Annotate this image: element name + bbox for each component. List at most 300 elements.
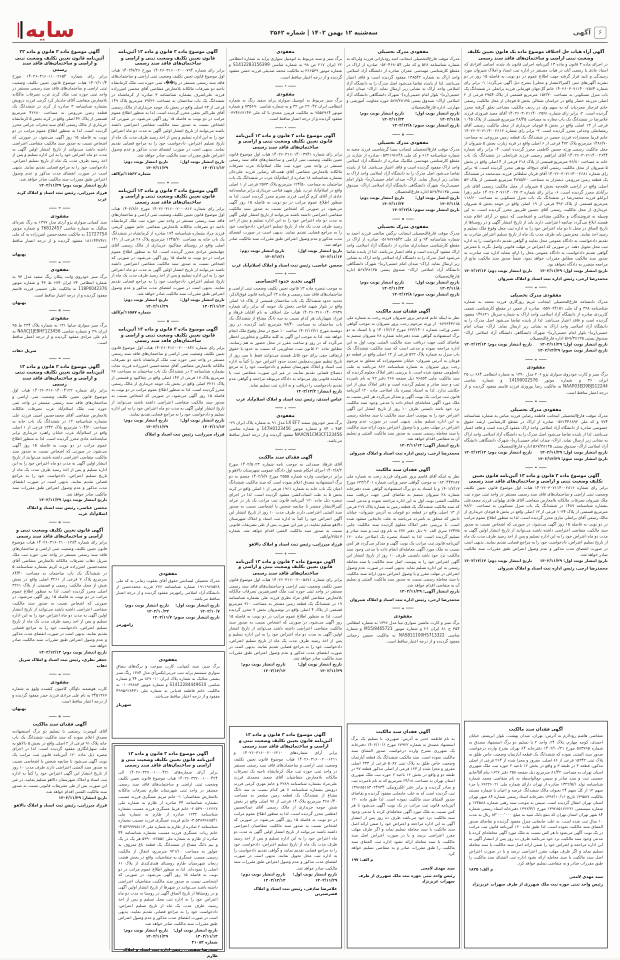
notice-date: تاریخ انتشار نوبت دوم: ۱۴۰۲/۱۲/۱۴ — [241, 872, 286, 884]
notice-date: تاریخ انتشار نوبت اول: ۱۴۰۲/۱۰/۷ — [175, 603, 220, 614]
notice-ref-number: شماره ۱۱۵۶۲/م/الف — [111, 172, 151, 177]
notice-signature: غلامرضا صادقی، رئیس ثبت اسناد و املاک قصرشیرین — [253, 886, 338, 897]
notice-city-stamp: بهبهان — [12, 706, 27, 712]
separator-line — [526, 467, 533, 468]
notice-dates — [229, 249, 342, 261]
column-5 — [12, 48, 107, 950]
notice-date: تاریخ انتشار نوبت اول: ۱۴۰۲/۱۱/۸ — [415, 280, 460, 291]
notice-dates — [464, 269, 608, 275]
separator-line — [275, 408, 282, 409]
notice-heading: آگهی آراء هیات حل اختلاف موضوع ماده یک قانون تعیین تکلیف وضعیت ثبتی اراضی و ساختمان‌های فاقد سند رسمی — [467, 49, 605, 61]
notice-body: برگ سبز و سند مربوط به اتومبیل سواری پراید به شماره انتظامی ۲۲ ایران ۲۱۷ ص ۹۸ به شماره شاسی S1412283156399 و شماره موتور ۳۶۶۵۳۹ به مالکیت محمد صدیقی فرزند حسن مفقود گردیده و از درجه اعتبار ساقط است. — [228, 56, 343, 80]
separator-line — [406, 303, 413, 304]
notice-separator — [12, 355, 107, 362]
notice-dates — [464, 558, 608, 564]
notice-body: مدرک تحصیلی لیسانس حقوق آقای یعقوب زمانی به کد ملی ۱۹۱۱۹۶۸۵۲۸ شماره شناسنامه ۲۷۶ فرزند محمدحسن از دانشگاه آزاد اسلامی رامهرمز مفقود گردیده و از درجه اعتبار ساقط می‌باشد. — [116, 578, 220, 602]
notice-signature: فرزاد میرزایی، رئیس ثبت اسناد و املاک دالاهو — [248, 542, 343, 548]
notice-dates — [12, 650, 107, 656]
notice-heading: مفقودی — [276, 49, 295, 55]
notice-date: تاریخ انتشار نوبت اول: ۱۴۰۲/۱۱/۱۴ — [173, 928, 218, 939]
notice-signature: عباس اسدی، رئیس ثبت اسناد و املاک اسلام‌آباد غرب — [236, 396, 343, 402]
notice-date: تاریخ انتشار نوبت اول: ۱۴۰۲/۱۱/۱۲ — [180, 159, 225, 171]
notice-dates — [111, 298, 224, 310]
separator-line — [62, 522, 69, 523]
notice-separator — [229, 404, 342, 411]
notice-city-stamp: رامهرمز — [116, 622, 134, 628]
separator-line — [288, 408, 295, 409]
notice — [12, 722, 107, 810]
notice-separator — [12, 713, 107, 720]
notice-heading: آگهی موضوع ماده ۳ قانون و ماده ۱۳ آئین‌نامه قانون تعیین تکلیف وضعیت ثبتی و اراضی و ساختمان‌های فاقد سند رسمی — [235, 132, 336, 150]
notice-separator — [346, 300, 459, 307]
separator-dot — [285, 553, 287, 555]
notice-heading: آگهی موضوع ماده ۳ قانون و ماده ۱۳ آئین‌نامه قانون تعیین تکلیف وضعیت ثبتی و اراضی و ساختمان‌های فاقد سند رسمی — [118, 326, 218, 344]
separator-line — [539, 467, 546, 468]
separator-line — [288, 553, 295, 554]
dateline: سه‌شنبه ۱۲ بهمن ۱۴۰۲ | شماره ۲۵۶۲ — [270, 29, 378, 37]
notice-separator — [229, 270, 342, 277]
notice — [229, 279, 342, 403]
notice-heading: آگهی فقدان سند مالکیت — [376, 308, 430, 314]
notice — [12, 267, 107, 305]
notice-dates — [229, 389, 342, 395]
notice-dates — [12, 498, 107, 504]
notice-body: برابر رای شماره ۱۴۰۲۶۰۳۱۶۰۰۲۰۰۵۸۷۱ هیات اول موضوع قانون تعیین تکلیف وضعیت ثبتی اراضی و ساختمان‌های فاقد سند رسمی مستقر در واحد ثبتی حوزه ثبت ملک قصرشیرین تصرفات مالکانه بلامعارض متقاضی آقای مراد نظری فرزند علی بشماره شناسنامه ۱۹ در ششدانگ یک قطعه زمین مشجر به مساحت ۳۱۰ مترمربع قسمتی از پلاک ۴ اصلی واقع در نوشیروان بخش ۷ محرز گردیده است. لذا به منظور اطلاع عموم مراتب در دو نوبت به فاصله ۱۵ روز آگهی می‌شود، در صورتی که اشخاص نسبت به صدور سند مالکیت متقاضی اعتراضی داشته باشند می‌توانند از تاریخ انتشار اولین آگهی به مدت دو ماه اعتراض خود را به این اداره تسلیم و پس از اخذ رسید ظرف مدت یک ماه از تاریخ تسلیم اعتراض، دادخواست خود را به مراجع قضایی تقدیم نمایند. بدیهی است در صورت انقضای مدت مذکور و عدم وصول اعتراض طبق مقررات سند مالکیت صادر خواهد شد. — [228, 577, 343, 662]
boxed-notice-double — [113, 746, 222, 959]
notice — [464, 293, 608, 355]
notice-date: تاریخ انتشار نوبت دوم: ۱۴۰۲/۱۱/۲۹ — [123, 159, 169, 171]
notice-date: تاریخ انتشار نوبت اول: ۱۴۰۲/۱۱/۲۹ — [292, 872, 338, 884]
notice-body: به موجب تبصره ماده ۱۳ قانون تعیین تکلیف وضعیت ثبتی اراضی و ساختمان‌های فاقد سند رسمی و ماده ۱۳ آئین‌نامه قانون فوق‌الذکر، تحدید حدود ششدانگ یک باب ساختمان قسمتی از پلاک ۱۸ اصلی واقع در بلوار شهید فتاحی بخش یک حومه که برابر رای شماره ۱۴۰۲۶۰۳۱۶۰۱۴۰۰۲۹۳۹ هیات حل اختلاف به نام آقایان فرهاد و فرزاد شهبازیان هر کدام نسبت به سه دانگ مشاع از ششدانگ یک باب ساختمان به مساحت ۹۸/۴۰ مترمربع تایید گردیده، در روز دوشنبه مورخ ۱۴۰۲/۱۲/۲۱ ساعت ۱۰ صبح در محل وقوع ملک انجام خواهد شد. لذا به موجب این آگهی به کلیه مالکین و مجاورین اخطار می‌گردد که در روز و ساعت مقرر در محل حضور به هم رسانند. مطابق ماده ۲۰ قانون ثبت، مجاورینی که نسبت به حدود یا حقوق ارتفاقی حقی برای خود قائل هستند می‌توانند فقط تا سی روز از تاریخ تنظیم صورت‌مجلس تحدید حدود اعتراض خود را کتباً به اداره ثبت اسناد و املاک شهرستان تسلیم و دادخواست خود را به مرجع ذیصلاح قضایی تقدیم نمایند، در غیر این صورت متقاضی ثبت یا نماینده قانونی وی می‌تواند به دادگاه مربوطه مراجعه و گواهی عدم تقدیم دادخواست را دریافت و به اداره ثبت تسلیم نماید. — [228, 285, 343, 388]
notice-dates — [346, 123, 459, 129]
separator-line — [393, 303, 400, 304]
separator-line — [62, 262, 69, 263]
notice-date: تاریخ انتشار نوبت دوم: ۱۴۰۲/۱۲/۱۴ — [463, 559, 533, 564]
notice-signature: محسن عباسی، رئیس ثبت اسناد و املاک اسلام‌آباد غرب — [231, 262, 343, 268]
notice-date: تاریخ انتشار نوبت اول: ۱۴۰۲/۱۱/۸ — [415, 196, 460, 207]
separator-dot — [535, 400, 537, 402]
separator-dot — [402, 218, 404, 220]
notice-body: در اجرای ماده ۳ قانون و ماده ۱۳ آئین‌نامه اجرایی قانون یاد شده، اسامی افرادی که اسناد عادی یا رسمی آنان در هیات مستقر در اداره ثبت اسناد و املاک شیروان مورد رسیدگی و تایید قرار گرفته جهت اطلاع عموم در دو نوبت به فاصله ۱۵ روز در دو نشریه آگهی‌های ثبتی (کثیرالانتشار و محلی) بشرح ذیل آگهی می‌گردد: ۱- برابر رای شماره ۱۴۰۲۶۰۳۰۷۱۱۴۰۰۲۵۶۴ خانم گل‌جهان قهرمانی فرزند براتعلی در ششدانگ یک باب منزل مسکونی به مساحت ۱۵۲/۳۰ مترمربع قسمتی از پلاک ۲۹۵۴ فرعی از ۲ اصلی مزرعه حصار واقع در خراسان شمالی بخش ۵ قوچان از محل مالکیت رسمی خانم فرحناز مجردیان که به سهم وی در ردیف مالکیت مشاعی تعلق گرفته محرز گردیده است. ۲- برابر رای شماره ۱۴۰۲۶۰۳۰۷۱۱۴۰۰۲۵۹۱ آقای مجید فیروزی فرزند غلامرضا در ششدانگ یک باب مغازه به مساحت ۲۸/۴۵ مترمربع قسمتی از پلاک ۱۰۴۵ فرعی از ۱۳ اصلی واقع در بخش ۵ قوچان خریداری از محل مالکیت رسمی آقای رمضانعلی وحدانی محرز گردیده است. ۳- برابر رای شماره ۱۴۰۲۶۰۳۰۷۱۱۴۰۰۲۶۱۲ خانم فریبا محمدزاده فرزند حسین در ششدانگ یک قطعه زمین مزروعی به مساحت ۱۴۸۶/۷۰ مترمربع پلاک ۴۷۲ فرعی از ۶ اصلی واقع در قریه زیارت بخش ۵ شیروان از محل مالکیت رسمی ورثه حسین کاظمی محرز گردیده است. ۴- برابر رای شماره ۱۴۰۲۶۰۳۰۷۱۱۴۰۰۲۶۴۴ آقای ابراهیم رحیمی فرزند قربانعلی در ششدانگ یک باب خانه به مساحت ۹۶/۸۰ مترمربع قسمتی از پلاک ۲۱۸ فرعی از ۴ اصلی واقع در بخش ۵ شیروان از محل مالکیت رسمی آقای ذبیح‌اله نودهی محرز گردیده است. ۵- برابر رای شماره ۱۴۰۲۶۰۳۰۷۱۱۴۰۰۲۶۸۱ آقای قربان سلطانی فرزند عیدمحمد در ششدانگ یک قطعه زمین مزروعی دیمه‌زار به مساحت ۴۸۷۵/۲۰ مترمربع قسمتی از پلاک ۵۳ اصلی واقع در اراضی قلعه‌چه بخش ۵ شیروان از محل مالکیت رسمی آقای نادر برآبادی محرز گردیده است. ۶- برابر رای شماره ۱۴۰۲۶۰۳۰۷۱۱۴۰۰۲۷۰۳ خانم زهرا ایزانلو فرزند محمدرضا در ششدانگ یک باب منزل مسکونی به مساحت ۱۱۸/۶۰ مترمربع قسمتی از پلاک ۴۹۲ فرعی از ۱۹ اصلی واقع در حومه بخش ۵ شیروان خریداری از محل مالکیت رسمی آقای حسین قلی‌پور محرز گردیده است. به این وسیله به فروشندگان و مالکین مشاعی و اشخاصی که ذینفع در آرای اعلام شده هستند ابلاغ می‌گردد چنانچه اعتراضی دارند باید از تاریخ انتشار آگهی و در روستاها از تاریخ الصاق در محل تا دو ماه اعتراض خود را به اداره ثبت محل وقوع ملک تسلیم و رسید اخذ نمایند. معترضین باید ظرف مدت یک ماه از تاریخ تسلیم اعتراض مبادرت به تقدیم دادخواست به دادگاه عمومی محل نمایند و گواهی تقدیم دادخواست را به اداره ثبت محل تحویل دهند. در صورتی که اعتراض در مهلت قانونی واصل نگردد یا معترض گواهی تقدیم دادخواست به دادگاه عمومی محل را ارائه ننماید اداره ثبت مبادرت به صدور سند مالکیت مطابق مقررات خواهد نمود. ضمناً صدور سند مالکیت مانع از مراجعه متضرر به دادگاه نخواهد بود. — [463, 62, 608, 268]
separator-dot — [59, 310, 61, 312]
notice-signature: رئیس واحد ثبتی حوزه ثبت ملک شهرری از طرف سهراب عزیزنژاد — [472, 882, 603, 888]
notice-heading: مفقودی — [276, 413, 295, 419]
notice-city-stamp: شهریار — [116, 702, 132, 708]
notice-signature: فرزاد میرزایی، رئیس ثبت اسناد و املاک — [144, 432, 225, 437]
notice — [346, 467, 459, 603]
newspaper-logo — [14, 17, 75, 43]
notice-signature: محمدرضا ارجی، رئیس اداره ثبت اسناد و املاک شیروان — [498, 276, 608, 282]
separator-dot — [285, 85, 287, 87]
notice — [464, 473, 608, 573]
separator-line — [62, 208, 69, 209]
separator-line — [288, 449, 295, 450]
notice-separator — [346, 215, 459, 222]
separator-dot — [167, 182, 169, 184]
separator-line — [406, 134, 413, 135]
notice-body: برگ سبز، سند کمپانی، کارت سوخت و برگه‌های بنچاق سواری سیستم پراید تیپ جی‌تی‌ایکس‌آی مدل ۱۳۸۴ رنگ سبز یشمی متالیک به شماره پلاک ایران ۱۰- ۸۲۷ س ۴۴ و شماره شاسی S1412284449610 و شماره موتور ۰۱۰۶۹۸۸۳ به مالکیت خانم فاطمه قدیانی به شماره ملی ۴۹۹۵۶۲۸۴۳۱ مفقود و از درجه اعتبار ساقط می‌باشد. — [116, 664, 220, 700]
notice-separator — [12, 307, 107, 314]
notice — [464, 406, 608, 462]
separator-line — [62, 310, 69, 311]
separator-line — [288, 86, 295, 87]
boxed-notice — [229, 726, 342, 948]
separator-line — [62, 358, 69, 359]
notice — [229, 559, 342, 675]
separator-dot — [167, 320, 169, 322]
notice — [346, 224, 459, 298]
notice-body: برگ سبز و کارت ماشین سواری تیبا مدل ۱۳۹۶ به شماره انتظامی ۳۵۴ ج ۸۱ ایران ۲۶ و شماره موتور M15/8465721 و شماره شاسی NAS811100H5713322 به مالکیت حسین رحمانی مفقود گردیده و از درجه اعتبار ساقط است. — [346, 620, 460, 644]
notice-separator — [229, 446, 342, 453]
notice-body: برابر رای شماره ۱۴۰۲۶۰۳۱۶۰۰۲۰۰۰۷۹۴ مورخ ۱۴۰۲/۷/۲۶ هیات اول موضوع قانون تعیین تکلیف وضعیت ثبتی اراضی و ساختمان‌های فاقد سند رسمی مستقر در وا��د ثبتی حوزه ثبت ملک کرمانشاه ناحیه دو تصرفات مالکانه بلامعارض متقاضی آقای محسن امین‌زاده فرزند علی‌اشرف بشماره شناسنامه ۳ صادره از کرمانشاه در ششدانگ یک باب ساختمان به مساحت ۷۹/۳۶ مترمربع پلاک ۱۴۹ فرعی از ۹۳ اصلی واقع در بخش یک حومه خریداری از مالک رسمی آقای علی‌اکبر نجفی محرز گردیده است. لذا به منظور اطلاع عموم مراتب در دو نوبت به فاصله ۱۵ روز آگهی می‌شود، در صورتی که اشخاص نسبت به صدور سند مالکیت متقاضی اعتراضی داشته باشند می‌توانند از تاریخ انتشار اولین آگهی به مدت دو ماه اعتراض خود را به این اداره تسلیم و پس از اخذ رسید ظرف مدت یک ماه از تاریخ تسلیم اعتراض، دادخواست خود را به مراجع قضایی تقدیم نمایند. بدیهی است در صورت انقضای مدت مذکور و عدم وصول اعتراض طبق مقررات سند مالکیت صادر خواهد شد. — [111, 68, 225, 158]
notice-heading: آگهی موضوع ماده ۳ قانون و ماده ۱۳ آئین‌نامه قانون تعیین تکلیف وضعیت ثبتی و اراضی و ساختمان‌های فاقد سند رسمی — [235, 558, 336, 576]
notice — [111, 326, 224, 438]
logo-wordmark: سایه — [25, 17, 75, 43]
separator-dot — [59, 261, 61, 263]
notice-signature: فرزاد میرزایی، رئیس ثبت اسناد و املاک کرند غرب — [16, 191, 107, 202]
notice-body: برابر رای شماره ۱۴۰۲۶۰۳۱۶۰۱۴۰۰۴۱۲۲ هیات اول موضوع قانون تعیین تکلیف وضعیت ثبتی اراضی و ساختمان‌های فاقد سند رسمی مستقر در واحد ثبتی حوزه ثبت ملک اسلام‌آباد غرب تصرفات مالکانه بلامعارض متقاضی آقای محمدحسین امینی فرزند علی بشماره شناسنامه ۱۲ در ششدانگ یک باب خانه به مساحت ۱۰۴/۲۰ مترمربع پلاک ۱۳۴۲ فرعی از ۱ اصلی واقع در اسلام‌آباد غرب خیابان راهبرد خریداری برابر مبایعه‌نامه عادی محرز گردیده است. لذا به منظور اطلاع عموم مراتب در دو نوبت به فاصله ۱۵ روز آگهی می‌شود، در صورتی که اشخاص نسبت به صدور سند مالکیت متقاضی اعتراضی داشته باشند می‌توانند از تاریخ انتشار اولین آگهی به مدت دو ماه اعتراض خود را به این اداره تسلیم و پس از اخذ رسید ظرف مدت یک ماه از تاریخ تسلیم اعتراض، دادخواست خود را به مراجع قضایی تقدیم نمایند. بدیهی است در صورت انقضای مدت مذکور و عدم وصول اعتراض طبق مقررات سند مالکیت صادر خواهد شد. — [12, 388, 107, 497]
notice-heading: آگهی موضوع ماده ۳ قانون و ماده ۱۳ آئین‌نامه قانون تعیین تکلیف وضعیت ثبتی و اراضی و ساختمان‌های فاقد سند رسمی — [121, 750, 215, 769]
notice-separator — [111, 318, 224, 325]
separator-dot — [535, 467, 537, 469]
notice-dates — [111, 159, 224, 171]
notice-dates — [234, 872, 338, 884]
notice-separator — [111, 179, 224, 186]
notice-body: برگ سبز سواری سایپا ۱۳۱ به شماره پلاک ۲۳۴ ط ۹۵ ایران ۲۹ و شماره شاسی NAACJ1JE8HF123456 به نام علی مرادی مفقود گردیده و از درجه اعتبار ساقط است. — [12, 322, 107, 346]
separator-line — [393, 608, 400, 609]
notice-separator — [464, 284, 608, 291]
notice-ref-number: شماره ۱۱۵۸۷/م/الف — [111, 310, 151, 315]
notice-signature: محسن عباسی، رئیس ثبت اسناد و املاک اسلام‌آباد غرب — [26, 505, 107, 517]
notice-dates — [346, 195, 459, 207]
notice-dates — [464, 348, 608, 354]
column-divider — [109, 48, 110, 950]
separator-line — [275, 127, 282, 128]
notice-body: مدرک موقت فارغ‌التحصیلی اینجانب امید رودبارانی فرزند ولی‌اله به شماره شناسنامه ۵۲۸ و کد ملی ۰۵۲۰۴۶۸۰۵۴ صادره از اراک در مقطع کارشناسی مهندسی عمران صادره از دانشگاه آزاد اسلامی واحد اراک به شماره ۱۳۸۵۴۲ مفقود گردیده است و فاقد اعتبار می‌باشد. لذا از یابنده تقاضا می‌شود اصل مدرک را به دانشگاه آزاد اسلامی واحد اراک به نشانی زیر ارسال نماید. اراک- میدان امام خمینی(ره)- بلوار امام خمینی(ره)- شهرک دانشگاهی دانشگاه آزاد اسلامی اراک- صندوق پستی ۵۶۷/۳۸۱۳۵ حوزه معاونت آموزشی و مهارتی، اداره فارغ‌التحصیلان — [346, 56, 460, 110]
notice-body: برابر آرای شماره‌های ۱۴۰۲۶۰۳۱۶۰۰۲۰۰۶۲۱۰ و ۱۴۰۲۶۰۳۱۶۰۰۲۰۰۶۲۱۱ هیات موضوع قانون تعیین تکلیف وضعیت ثبتی اراضی و ساختمان‌های فاقد سند رسمی مستقر در واحد ثبتی حوزه ثبت ملک کرمانشاه ناحیه یک تصرفات مالکانه بلامعارض متقاضیان آقای سعید محمدی فرزند علی‌مراد بشماره شناسنامه ۳۲۸۹ و خانم مهری کرمی فرزند درویش بشماره شناسنامه ۷ هر کدام نسبت به سه دانگ مشاع از ششدانگ یک قطعه زمین مشجر به مساحت ۳۶۸۰/۴۰ مترمربع پلاک ۱۴ فرعی از ۹۸ اصلی واقع در بخش شش حومه خریداری از مالک رسمی آقای عبدالحسین اعظمی محرز گردیده است. لذا به منظور اطلاع عموم مراتب در دو نوبت به فاصله ۱۵ روز آگهی می‌شود، در صورتی که اشخاص نسبت به صدور سند مالکیت متقاضیان اعتراضی داشته باشند می‌توانند از تاریخ انتشار اولین آگهی به مدت دو ماه اعتراض خود را به این اداره تسلیم و پس از اخذ رسید ظرف مدت یک ماه از تاریخ تسلیم اعتراض، دادخواست خود را به مراجع قضایی تقدیم نمایند و گواهی تقدیم دادخواست را به اداره ثبت محل تحویل نمایند. بدیهی است در صورت انقضای مدت مذکور و عدم وصول اعتراض طبق مقررات سند مالکیت صادر خواهد شد. — [233, 750, 338, 871]
notice — [111, 188, 224, 316]
notice-signature: فرزاد میرزایی، رئیس ثبت اسناد و املاک دالاهو — [13, 803, 107, 809]
notice-separator — [12, 258, 107, 265]
notice-city-stamp: سرپل ذهاب — [12, 348, 37, 354]
notice-body: برگ سبز مربوط به اتومبیل سواری پراید سفید رنگ به شماره انتظامی ایران ۴۷- ۲۲ ص ۳۲ و به شماره شاسی ۷۳۵۶۹۰ و شماره موتور ۲۵۵۲۹۶۴ به مالکیت فریبرز مجدی با کد ملی ۰۳۲۴۶۶۲۱۴۳ مفقود گردیده و از درجه اعتبار ساقط است. — [228, 98, 343, 122]
notice-body: برابر رای شماره ۱۴۰۲۶۰۳۱۶۰۰۲۰۰۰۸۴۶ هیات اول موضوع قانون تعیین تکلیف وضعیت ثبتی اراضی و ساختمان‌های فاقد سند رسمی مستقر در واحد ثبتی حوزه ثبت ملک کرمانشاه ناحیه دو تصرفات مالکانه بلامعارض متقاضی آقای محمدحسین امین‌زاده فرزند نجات بشماره شناسنامه ۲ در ششدانگ یک باب ساختمان به مساحت ۹۶ مترمربع پلاک ۱۷ فرعی از ۱۴۳ اصلی واقع در چقاکبود و قسمتی از پلاک ۳۲۶۱ اصلی واقع در بخش یک حومه خریداری از مالک رسمی محرز گردیده است. لذا به منظور اطلاع عموم مراتب در دو نوبت به فاصله ۱۵ روز آگهی می‌شود، در صورتی که اشخاص نسبت به صدور سند مالکیت متقاضی اعتراضی داشته باشند می‌توانند از تاریخ انتشار اولین آگهی به مدت دو ماه اعتراض خود را به این اداره تسلیم و دادخواست خود را به مراجع قضایی تقدیم نمایند. — [111, 345, 225, 417]
notice — [111, 49, 224, 177]
notice-date: تاریخ انتشار نوبت اول: ۱۴۰۲/۱۱/۲۹ — [539, 559, 608, 564]
notice — [346, 140, 459, 214]
notice-separator — [464, 464, 608, 471]
notice-heading: مفقودی — [50, 267, 69, 273]
notice — [12, 527, 107, 669]
notice-heading: آگهی موضوع ماده ۳ قانون و ماده ۲۲ آئین‌نامه قانون تعیین تکلیف وضعیت ثبتی و اراضی و ساختمان‌های فاقد سند رسمی — [15, 49, 105, 73]
separator-line — [406, 462, 413, 463]
separator-line — [288, 273, 295, 274]
notice-separator — [346, 458, 459, 465]
masthead-rule — [12, 42, 607, 43]
column-stream — [346, 48, 459, 720]
notice-date: تاریخ انتشار نوبت اول: ۱۴۰۲/۱۱/۱۲ — [180, 298, 225, 309]
notice-body: سند کمپانی سواری پژو آردی مدل ۱۳۷۷ به رنگ نقره‌ای متالیک به شماره شاسی 76812457 و شماره موتور 11727754 به مالکیت محمدحسین امین‌زاده به کد ملی ۱۸۶۱۴۴۷۴۲۱ مفقود گردیده و از درجه اعتبار ساقط است. — [12, 220, 107, 250]
column-divider — [461, 48, 462, 950]
notice-date: تاریخ انتشار نوبت اول: ۱۴۰۲/۱۱/۲۹ — [539, 342, 608, 348]
separator-line — [158, 321, 165, 322]
notice-body: برگ سبز خودروی سمند LX EF7 مدل ۹۱ به شماره پلاک ایران ۲۹- ۴۵۴ د ۷۴ و شماره موتور 147H0123456 و شماره شاسی NAACN1CM3CF123456 مفقود گردیده و از درجه اعتبار ساقط می‌باشد. — [228, 420, 343, 444]
column-stream — [12, 48, 107, 950]
notice-dates — [346, 208, 459, 214]
section-label: آگهی — [573, 28, 591, 37]
notice — [12, 49, 107, 203]
separator-dot — [285, 127, 287, 129]
page-number-badge: ۶ — [594, 27, 606, 39]
notice-heading: آگهی موضوع ماده ۳ قانون و ماده ۱۳ آئین‌نامه قانون تعیین تکلیف وضعیت ثبتی و اراضی و ساختمان‌های فاقد سند رسمی — [118, 187, 218, 205]
notice-dates — [464, 456, 608, 462]
notice-signature: محمدرضا ارجی، رئیس اداره ثبت اسناد و املاک شیروان — [349, 450, 460, 456]
notice-ref-number: م الف: ۱۸۲۵ — [468, 867, 494, 872]
boxed-notice — [464, 721, 608, 949]
notice — [12, 213, 107, 257]
masthead — [12, 7, 607, 42]
notice-signature: سیدرضا شفیعی، رئیس اداره ثبت اسناد و املاک طارم — [123, 947, 218, 959]
notice-date: تاریخ انتشار نوبت دوم: ۱۴۰۲/۱۱/۲۹ — [38, 183, 107, 189]
notice-separator — [229, 550, 342, 557]
notice-body: برابر رای شماره ۱۴۰۲۶۰۳۱۶۰۰۲۰۰۰۸۱۲ مورخ ۱۴۰۲/۸/۶ هیات اول موضوع قانون تعیین تکلیف وضعیت ثبتی اراضی و ساختمان‌های فاقد سند رسمی مستقر در واحد ثبتی حوزه ثبت ملک کرمانشاه ناحیه دو تصرفات مالکانه بلامعارض متقاضی خانم شهین کریمی فرزند مراد بشماره شناسنامه ۱۹۴ صادره از کرمانشاه در ششدانگ یک باب خانه به مساحت ۱۲۴۵/۷۰ مترمربع پلاک ۲۶ فرعی از ۱۴۱ اصلی واقع در روستای چقاکبود خریداری از مالک رسمی آقای جهانبخش مرادی محرز گردیده است. لذا به منظور اطلاع عموم مراتب در دو نوبت به فاصله ۱۵ روز آگهی می‌شود، در صورتی که اشخاص نسبت به صدور سند مالکیت متقاضی اعتراضی داشته باشند می‌توانند از تاریخ انتشار اولین آگهی به مدت دو ماه اعتراض خود را به این اداره تسلیم و پس از اخذ رسید ظرف مدت یک ماه از تاریخ تسلیم اعتراض، دادخواست خود را به مراجع قضایی تقدیم نمایند. بدیهی است در صورت انقضای مدت مذکور و عدم وصول اعتراض طبق مقررات سند مالکیت صادر خواهد شد. — [111, 206, 225, 297]
notice — [12, 679, 107, 711]
separator-dot — [59, 358, 61, 360]
notice-date: تاریخ انتشار نوبت اول: ۱۴۰۲/۱۱/۲۹ — [297, 663, 343, 674]
notice-date: تاریخ انتشار نوبت اول: ۱۴۰۲/۱۱/۱۴ — [297, 249, 343, 260]
notice-separator — [346, 605, 459, 612]
notice-body: به نام فاطمه خدیر به آدرس: شهرری، با تسلیم یک برگ استشهاد مصدق به شماره ۶۷۹۲۲ مورخ ۱۴۰۲/۱۰/۶ دفترخانه یک شهرری بشرح وارده درخواست صدور المثنای سند مالکیت نموده است. سند مالکیت ششدانگ یک قطعه آپارتمان وضعیت خاص طلق به پلاک ثبتی ۵۰۸۷ فرعی از ۲۳۳ اصلی مفروز و مجزا شده از ۱۲۳ فرعی از اصلی مذکور قطعه ۹۷ در طبقه دو و واقع در بخش ۱۲ ناحیه ۲ حوزه ثبت ملک شهرری استان تهران به مساحت ۶۴/۱۸ مترمربع که به نام نامبرده ثبت و صادر گردیده و برابر دفتر الکترونیکی ۱۳۹۶۸۵۱۸۳۰۲۴۹۳۴ ثبت گردیده است که به علت جابجایی مفقود گردیده و تقاضای صدور المثنای سند مالکیت نموده است. لذا طبق ماده ۱۲۰ آئین‌نامه قانون ثبت مراتب در یک نوبت آگهی می‌شود تا هر کس نسبت به ملک مورد آگهی معامله‌ای کرده یا مدعی وجود سند مالکیت نزد خود می‌باشد ظرف ده روز پس از انتشار آگهی به این اداره مراجعه و اعتراض خود را ضمن ارائه اصل سند مالکیت یا سند معامله تسلیم نماید و اگر ظرف مهلت مقرر اعتراضی نرسد و یا در صورت اعتراض اصل سند مالکیت یا سند معامله ارائه نشود اداره ثبت المثنای سند مالکیت را طبق مقررات صادر و به متقاضی تسلیم خواهد کرد. — [351, 736, 455, 857]
separator-dot — [285, 273, 287, 275]
notice-body: کارت هوشمند ناوگان کامیون کشنده ولوو به شماره ۲۴۵۱۳۶۷ به نام علی مرادی فرزند حیدر مفقود گردیده و از درجه اعتبار ساقط است. — [12, 686, 107, 704]
notice-heading: مفقودی مدرک تحصیلی — [510, 406, 562, 412]
separator-dot — [59, 674, 61, 676]
separator-line — [393, 219, 400, 220]
separator-line — [539, 359, 546, 360]
notice — [346, 308, 459, 456]
notice — [229, 49, 342, 80]
notice-date: تاریخ انتشار نوبت دوم: ۱۴۰۲/۱۱/۲۹ — [123, 928, 169, 939]
column-stream — [111, 48, 224, 560]
separator-line — [539, 401, 546, 402]
notice-body: برابر رای شماره ۱۴۰۲۶۰۳۱۶۰۱۴۰۰۳۹۴۱ هیات اول موضوع قانون تعیین تکلیف وضعیت ثبتی اراضی و ساختمان‌های فاقد سند رسمی مستقر در واحد ثبتی حوزه ثبت ملک اسلام‌آباد غرب تصرفات مالکانه بلامعارض متقاضی آقای همت‌اله رضایی فرزند علی‌جان بشماره شناسنامه ۱۸ صادره از اسلام‌آباد غرب در ششدانگ یک باب ساختمان به مساحت ۱۲۴/۵۰ مترمربع پلاک ۲۵۷۳ فرعی از ۱ اصلی واقع در اسلام‌آباد غرب، بلوار شهید فتاحی خریداری برابر مبایعه‌نامه عادی از آقای کرم گرامی فرزند محرم محرز گردیده است. لذا به منظور اطلاع عموم مراتب در دو نوبت به فاصله ۱۵ روز آگهی می‌شود، در صورتی که اشخاص نسبت به صدور سند مالکیت متقاضی اعتراضی داشته باشند می‌توانند از تاریخ انتشار اولین آگهی به مدت دو ماه اعتراض خود را به این اداره تسلیم و پس از اخذ رسید ظرف مدت یک ماه از تاریخ تسلیم اعتراض، دادخواست خود را به مراجع قضایی تقدیم نمایند. بدیهی است در صورت انقضای مدت مذکور و عدم وصول اعتراض طبق مقررات سند مالکیت صادر خواهد شد. — [228, 151, 343, 248]
notice-heading: آگهی موضوع ماده ۳ قانون و ماده ۱۳ آئین‌نامه قانون تعیین تکلیف وضعیت ثبتی و اراضی و ساختمان‌های فاقد سند رسمی — [118, 49, 218, 67]
notice-date: تاریخ انتشار نوبت دوم: ۱۴۰۲/۱۲/۱ — [240, 249, 285, 260]
notice-date: شماره ۳۱۰۸۴ — [191, 940, 218, 945]
notice-heading: آگهی فقدان سند مالکیت — [258, 454, 313, 461]
notice-date: تاریخ انتشار نوبت سوم: ۱۴۰۲/۱۲/۲۹ — [537, 349, 608, 354]
notice-date: تاریخ انتشار نوبت اول: ۱۴۰۲/۱۱/۲۹ — [539, 450, 608, 455]
separator-dot — [402, 303, 404, 305]
notice — [346, 613, 459, 644]
notice-date: تاریخ انتشار نوبت سوم: ۱۴۰۲/۱۲/۸ — [392, 124, 460, 129]
columns-container — [12, 48, 608, 959]
notice-heading: مفقودی — [50, 213, 69, 219]
notice-body: مدرک موقت فارغ‌التحصیلی اینجانب سینا گرشاسبی فرزند مجید به شماره شناسنامه ۶۱۲ و کد ملی ۰۵۳۲۱۹۶۶۴۸ صادره از شازند در مقطع کارشناسی مهندسی مکانیک صادره از دانشگاه آزاد اسلامی واحد اراک مفقود گردیده است و فاقد اعتبار می‌باشد. لذا از یابنده تقاضا می‌شود اصل مدرک را به دانشگاه آزاد اسلامی واحد اراک به نشانی زیر ارسال نماید. اراک- میدان امام خمینی(ره)- بلوار امام خمینی(ره)- شهرک دانشگاهی دانشگاه آزاد اسلامی اراک- صندوق پستی ۵۶۷/۳۸۱۳۵ اداره فارغ‌التحصیلان — [346, 146, 460, 195]
notice-dates — [346, 443, 459, 449]
boxed-notice — [111, 652, 224, 739]
notice-date: تاریخ انتشار نوبت سوم: ۱۴۰۲/۱۲/۸ — [392, 292, 460, 297]
separator-line — [62, 716, 69, 717]
notice-separator — [12, 519, 107, 526]
notice-date: تاریخ انتشار نوبت دوم: ۱۴۰۲/۱۲/۱۴ — [463, 450, 533, 455]
notice-date: تاریخ انتشار آگهی: ۱۴۰۲/۱۱/۱۴ — [399, 443, 460, 448]
notice-date: تاریخ انتشار آگهی: ۱۴۰۲/۱۱/۲۹ — [399, 590, 460, 595]
notice — [346, 49, 459, 129]
notice-date: تاریخ انتشار نوبت دوم: ۱۴۰۲/۱۱/۲۹ — [123, 298, 169, 309]
notice-body: برگ سبز و کارت خودروی سواری پژو ۲۰۶ مدل ۱۳۹۰ به شماره انتظامی ۶۸۴ ب ۲۵ ایران ۳۶ و شماره موتور 14190022576 و شماره شاسی NAAP03ED9BJ512244 به مالکیت رضا نوروزی فرزند قاسم مفقود گردیده و از درجه اعتبار ساقط است. — [463, 371, 608, 395]
separator-line — [49, 262, 56, 263]
notice-heading: مفقودی — [50, 315, 69, 321]
notice-heading: آگهی قانون تعیین تکلیف وضعیت ثبتی و اراضی و ساختمان‌های فاقد سند رسمی — [16, 527, 104, 539]
notice-separator — [229, 82, 342, 89]
notice-date: تاریخ انتشار: ۱۴۰۲/۱۱/۲۹ — [58, 796, 107, 801]
notice-body: برگ سبز خودروی وانت پیکان رنگ سفید مدل ۹۳ به شماره انتظامی ۲۴ ایران ۶۷۴ ط ۴۳ و شماره موتور 118P0042376 به مالکیت علی حسینی فرزند قاسم مفقود گردیده و از درجه اعتبار ساقط است. — [12, 274, 107, 298]
notice-heading: مفقودی — [276, 90, 295, 97]
notice — [229, 455, 342, 549]
notice-heading: مفقودی — [50, 679, 69, 685]
notice-signature: رئیس واحد ثبتی حوزه ثبت ملک شهرری از طرف سهراب عزیزنژاد — [358, 873, 455, 884]
column-2 — [346, 48, 459, 950]
separator-line — [171, 182, 178, 183]
notice-date: تاریخ انتشار نوبت سوم: ۱۴۰۲/۱۲/۸ — [392, 208, 460, 213]
notice-heading: مفقودی — [158, 656, 178, 663]
separator-line — [49, 358, 56, 359]
notice-separator — [346, 131, 459, 138]
notice-heading: مفقودی — [526, 364, 545, 371]
notice-dates — [346, 280, 459, 292]
notice-dates — [116, 615, 220, 621]
separator-line — [49, 716, 56, 717]
separator-line — [393, 462, 400, 463]
notice-date: تاریخ انتشار نوبت اول: ۱۴۰۲/۱۱/۱۲ — [180, 418, 225, 430]
notice-signature: سید مهدی لامعی — [420, 865, 455, 871]
notice-date: تاریخ انتشار نوبت دوم: ۱۴۰۲/۱۱/۲۳ — [359, 280, 405, 291]
notice-date: تاریخ انتشار نوبت اول: ۱۴۰۲/۱۱/۸ — [415, 111, 460, 122]
notice-date: تاریخ انتشار: ۱۴۰۲/۱۲/۳ — [296, 389, 343, 394]
separator-line — [526, 401, 533, 402]
notice-body: مدرک دانشنامه فارغ‌التحصیلی اینجانب مریم روزگاری فرزند محمد به شماره شناسنامه ۳۹۸ و کد ملی ۰۵۵۹۰۹۴۱۵۱ صادره از خمین در مقطع کارشناسی شیمی کاربردی صادره از دانشگاه آزاد اسلامی واحد اراک به شماره سریال ۱۴۹۶۲۱ مفقود گردیده است و فاقد اعتبار می‌باشد. لذا از یابنده تقاضا می‌شود اصل مدرک را به دانشگاه آزاد اسلامی واحد اراک به نشانی زیر ارسال نماید. اراک- میدان امام خمینی(ره)- بلوار امام خمینی(ره)- شهرک دانشگاهی دانشگاه آزاد اسلامی اراک- صندوق پستی ۵۶۷/۳۸۱۳۵ اداره فارغ‌التحصیلان — [463, 299, 608, 341]
separator-dot — [402, 607, 404, 609]
separator-dot — [59, 716, 61, 718]
notice-signature: محمدرضا ارجی، رئیس اداره ثبت اسناد و املاک شیروان — [498, 566, 608, 572]
notice-dates — [346, 111, 459, 123]
separator-line — [275, 553, 282, 554]
notice-dates — [229, 662, 342, 674]
separator-dot — [402, 134, 404, 136]
column-4 — [111, 48, 225, 959]
notice-dates — [346, 590, 459, 596]
notice-date: تاریخ انتشار نوبت دوم: ۱۴۰۲/۱۱/۲۳ — [359, 196, 405, 207]
notice-body: برابر آرای شماره‌های ۱۴۰۲۶۰۳۲۷۰۰۱۰۰۰۴۲۱ الی ۱۴۰۲۶۰۳۲۷۰۰۱۰۰۰۴۲۴ هیات موضوع قانون تعیین تکلیف وضعیت ثبتی اراضی و ساختمان‌های فاقد سند رسمی مستقر در واحد ثبتی شهرستان طارم تصرفات مالکانه بلامعارض متقاضیان: ۱- خانم مریم عسگری فرزند مسیب بشماره شناسنامه ۴۴ صادره از طارم به شماره ملی ۵۳۹۰۰۱۲۶۲۷ ۲- خانم فریبا عسگری فرزند مسیب بشماره شناسنامه ۱۲۳۲ صادره از طارم به شماره ملی ۵۳۸۹۹۶۸۵۴۱ ۳- خانم فریده عسگری فرزند مسیب بشماره شناسنامه ۲ صادره از طارم به شماره ملی ۵۳۹۹۷۷۵۱۱۳ ۴- خانم رباب عسگری فرزند مسیب بشماره شناسنامه ۴۴ صادره از طارم به شماره ملی ۵۳۹۰۰۸۲۵۵۶ هر یک در یک و نیم دانگ مشاع از ششدانگ یک قطعه باغ معروف به چولور به مساحت ۹۲۱/۱۰ مترمربع، انتقال از مالکیت رسمی مسیب عسگری به متقاضیان، واقع در بخش هشت زنجان شهرستان طارم روستای هندی‌کندی از پلاک ۶۱ اصلی را نموده‌اند. لذا به منظور اطلاع عموم مراتب در دو نوبت به فاصله ۱۵ روز آگهی می‌شود، در صورتی که اشخاصی نسبت به صدور سند مالکیت متقاضیان اعتراضی داشته باشند می‌توانند در شهرها از تاریخ انتشار اولین آگهی و در روستاها از تاریخ الصاق آگهی در روستا به مدت دو ماه اعتراض خود را به اداره ثبت محل تسلیم و پس از اخذ رسید، ظرف مدت یک ماه از تاریخ تسلیم اعتراض، دادخواست خود را به مراجع قضایی تقدیم نمایند. بدیهی است در صورت انقضای مدت مذکور و عدم وصول اعتراض طبق مقررات سند مالکیت صادر خواهد شد. — [118, 769, 218, 927]
separator-line — [62, 674, 69, 675]
notice — [12, 364, 107, 518]
separator-line — [275, 86, 282, 87]
separator-dot — [535, 359, 537, 361]
notice-heading: آگهی فقدان سند مالکیت — [508, 726, 563, 732]
notice-date: تاریخ انتشار نوبت دوم: ۱۴۰۲/۱۰/۲۲ — [124, 603, 169, 614]
notice-date: تاریخ انتشار نوبت دوم: ۱۴۰۲/۱۱/۲۹ — [123, 418, 169, 430]
notice-date: تاریخ انتشار نوبت دوم: ۱۴۰۲/۱۲/۱۴ — [38, 650, 107, 655]
separator-line — [288, 127, 295, 128]
notice-body: برابر رای شماره ۱۴۰۲۶۰۳۰۷۱۱۴۰۰۲۸۱۶ هیات اول موضوع قانون تعیین تکلیف وضعیت ثبتی اراضی و ساختمان‌های فاقد سند رسمی مستقر در واحد ثبتی حوزه ثبت ملک شیروان تصرفات مالکانه بلامعارض متقاضی آقای هادی پهلوانی فرزند محمدعلی بشماره شناسنامه ۱۴۸۷ در ششدانگ یک باب منزل مسکونی به مساحت ۹۸/۶۰ مترمربع قسمتی از پلاک ۱۰۳۴ فرعی از ۱۳ اصلی واقع در بخش ۵ قوچان خریداری از مالک رسمی آقای براتعلی نیازی محرز گردیده است. لذا به منظور اطلاع عموم مراتب در دو نوبت به فاصله ۱۵ روز آگهی می‌شود، در صورتی که اشخاص نسبت به صدور سند مالکیت متقاضی اعتراضی داشته باشند می‌توانند از تاریخ انتشار اولین آگهی به مدت دو ماه اعتراض خود را به این اداره تسلیم و پس از اخذ رسید ظرف مدت یک ماه از تاریخ تسلیم اعتراض، دادخواست خود را به مراجع قضایی تقدیم نمایند. بدیهی است در صورت انقضای مدت مذکور و عدم وصول اعتراض طبق مقررات سند مالکیت صادر خواهد شد. — [463, 485, 608, 558]
notice-ref-number: م الف: ۱۹۷ — [351, 858, 374, 863]
notice — [464, 49, 608, 282]
notice-dates — [118, 940, 217, 946]
separator-line — [158, 182, 165, 183]
notice-dates — [346, 292, 459, 298]
notice-separator — [229, 124, 342, 131]
column-stream — [464, 48, 608, 717]
notice-body: مدرک موقت فارغ‌التحصیلی اینجانب فاطمه رضایی فرزند عباس به شماره شناسنامه ۷۷۴ و کد ملی ۰۵۲۱۴۴۶۸۹۲ صادره از اراک در مقطع کارشناسی ارشد حقوق خصوصی صادره از دانشگاه آزاد اسلامی واحد اراک مفقود گردیده است و فاقد اعتبار می‌باشد. لذا از یابنده تقاضا می‌شود اصل مدرک را به دانشگاه آزاد اسلامی واحد اراک به نشانی زیر ارسال نماید. اراک- میدان امام خمینی(ره)- شهرک دانشگاهی دانشگاه آزاد اسلامی اراک- صندوق پستی ۵۶۷/۳۸۱۳۵ اداره فارغ‌التحصیلان — [463, 413, 608, 449]
separator-dot — [59, 207, 61, 209]
notice-signature: سید مهدی لامعی — [569, 875, 603, 880]
notice-date: تاریخ انتشار نوبت دوم: ۱۴۰۲/۱۲/۱۴ — [463, 269, 533, 274]
notice-separator — [12, 671, 107, 678]
notice-heading: مفقودی — [393, 613, 413, 619]
notice-date: تاریخ انتشار نوبت دوم: ۱۴۰۲/۱۲/۱۴ — [463, 342, 533, 348]
notice-body: برابر رای شماره ۱۴۰۲۶۰۳۱۶۰۱۱۰۰۲۶۵۴ مورخ ۱۴۰۲/۱۰/۴ هیات موضوع قانون تعیین تکلیف وضعیت ثبتی اراضی و ساختمان‌های فاقد سند رسمی مستقر در واحد ثبتی حوزه ثبت ملک کرند غرب تصرفات مالکانه بلامعارض متقاضی آقای خان‌یار کرد گرمی فرزند درویش بشماره شناسنامه ۳ صادره از کرند در ششدانگ یک قطعه زمین مزروعی به مساحت ۴۲۶۸۰ مترمربع قسمتی از پلاک ۴۲ اصلی واقع در کرند بخش ۵ کرمانشاه خریداری از مالک رسمی آقای سید محراب چراغی محرز گردیده است. لذا به منظور اطلاع عموم مراتب در دو نوبت به فاصله ۱۵ روز آگهی می‌شود، در صورتی که اشخاص نسبت به صدور سند مالکیت متقاضی اعتراضی داشته باشند می‌توانند از تاریخ انتشار اولین آگهی به مدت دو ماه اعتراض خود را به این اداره تسلیم و پس از اخذ رسید ظرف مدت یک ماه از تاریخ تسلیم اعتراض، دادخواست خود را به مراجع قضایی تقدیم نمایند. بدیهی است در صورت انقضای مدت مذکور و عدم وصول اعتراض طبق مقررات سند مالکیت صادر خواهد شد. — [12, 74, 107, 182]
notice-heading: مفقودی مدرک تحصیلی — [377, 224, 429, 230]
notice-heading: مفقودی مدرک تحصیلی — [377, 49, 429, 55]
separator-line — [49, 310, 56, 311]
notice-date: تاریخ انتشار نوبت اول: ۱۴۰۲/۱۱/۲۹ — [539, 269, 608, 274]
separator-line — [393, 134, 400, 135]
notice-body: آقای کیومرث رستمی با تسلیم دو برگ استشهادیه مصدق اعلام نموده که سند مالکیت ششدانگ یک باب خانه پلاک ۹۱ فرعی از ۲ اصلی واقع در بخش ۵ دالاهو به علت سهل‌انگاری مفقود گردیده است. لذا در اجرای تبصره ذیل ماده ۱۲۰ آئین‌نامه قانون ثبت مراتب یک نوبت آگهی می‌شود تا چنانچه شخص یا اشخاصی نسبت به صدور سند المثنی اعتراضی دارند ظرف مدت ۱۰ روز از تاریخ انتشار این آگهی اعتراض خود را کتباً به اداره ثبت اسناد و املاک شهرستان دالاهو تسلیم نمایند، در غیر این صورت پس از طی تشریفات قانونی نسبت به صدور سند مالکیت المثنی اقدام خواهد شد. — [12, 728, 107, 795]
notice-heading: آگهی تحدید حدود اختصاصی — [255, 278, 316, 285]
notice-body: نظر به اینکه خانم قدم‌خیر پرور شیروان فرزند رجب به شماره ملی ۰۸۲۷۹۴۳۶۱۵ از ورثه مرحوم رجب پرور شیروان به موجب گواهی حصر وراثت شماره ۶۲۳/۱۴۰۱ مورخ ۱۴۰۱/۲/۱۳ و با استناد به دو برگ استشهادیه گواهی شده دفترخانه شماره ۲۸ شیروان منضم به تقاضای کتبی جهت دریافت سند مالکیت المثنی نوبت اول به این اداره مراجعه نموده و مدعی است که سند مالکیت ششدانگ یک باب منزل به شماره پلاک ۵۲۲ فرعی از ۱۳ اصلی واقع در قطعه دو قوچان به آدرس شیروان- خیابان معصوم‌زاده که متعلق به مرحوم رجب پرور شیروان به شماره شناسنامه ۸۲۶ می‌باشد به علت نامعلومی مفقود شده است. با بررسی دفتر املاک معلوم گردیده که سند مالکیت چاپی ۹۶۸۵۳ ذیل صفحه ۲۶۸ دفتر ۹۲ به نام نامبرده ثبت و سند صادر و تسلیم گردیده است و دفتر املاک بیش از این حکایتی ندارد. لذا به استناد تبصره یک اصلاحی ماده ۱۲۰ آئین‌نامه قانون ثبت مراتب یک نوبت آگهی و متذکر می‌گردد هر کس نسبت به ملک مورد آگهی معامله‌ای انجام داده یا مدعی وجود سند مالکیت نزد خود باشد بایستی ظرف ۱۰ روز از تاریخ انتشار این آگهی اعتراض خود را به پیوست اصل سند مالکیت یا سند معامله رسمی به این اداره تسلیم نماید. بدیهی است در صورت عدم وصول اعتراض در مهلت مقرر و یا وصول اعتراض بدون ارائه سند مالکیت یا سند معامله رسمی نسبت به صدور سند مالکیت المثنی و تسلیم آن به متقاضی اقدام خواهد شد. — [346, 315, 460, 442]
notice-signature: محمدرضا ارجی، رئیس اداره ثبت اسناد و املاک شیروان — [349, 597, 460, 603]
notice-heading: مفقودی مدرک تحصیلی — [377, 139, 429, 146]
notice-date: تاریخ انتشار نوبت سوم: ۱۴۰۲/۱۱/۷ — [152, 615, 220, 620]
notice-heading: مفقودی — [158, 571, 178, 577]
separator-dot — [535, 287, 537, 289]
notice-dates — [116, 603, 220, 615]
notice-body: برابر رای شماره ۱۴۰۲۶۰۳۱۶۰۲۱۰۰۱۲۸۴ هیات موضوع قانون تعیین تکلیف وضعیت ثبتی اراضی و ساختمان‌های فاقد سند رسمی مستقر در واحد ثبتی حوزه ثبت ملک سرپل ذهاب تصرفات مالکانه بلامعارض متقاضی آقای محمدحسین امین‌زاده فرزند کریم بشماره شناسنامه ۵ در ششدانگ یک باب ساختمان به مساحت ۸۴/۴۰ مترمربع پلاک ۷ فرعی از ۳۲۶۱ اصلی واقع در بخش شش از محل مالکیت رسمی و قسمتی از پلاک ۳۲۶۱ اصلی محرز گردیده است. لذا به منظور اطلاع عموم مراتب در دو نوبت به فاصله ۱۵ روز آگهی می‌شود، در صورتی که اشخاص نسبت به صدور سند مالکیت متقاضی اعتراضی داشته باشند می‌توانند از تاریخ انتشار اولین آگهی به مدت دو ماه اعتراض خود را به این اداره تسلیم و پس از اخذ رسید ظرف مدت یک ماه از تاریخ تسلیم اعتراض، دادخواست خود را به مراجع قضایی تقدیم نمایند. بدیهی است در صورت انقضای مدت مذکور و عدم وصول اعتراض طبق مقررات سند مالکیت صادر خواهد شد. — [12, 540, 107, 649]
notice-dates — [111, 418, 224, 430]
boxed-notice — [111, 566, 224, 646]
notice-body: آقای فرهاد صمدانی به موجب نامه شماره ۱۴۰۲/۵۰۲۳ مورخ ۱۴۰۲/۸/۲ اجرای احکام شعبه اول دادگاه عمومی شهرستان دالاهو و برابر درخواست وارده شماره ۲۵۵۵ مورخ ۱۴۰۲/۸/۷ منضم به دو برگ استشهادیه مصدق اعلام نموده است که سند مالکیت ششدانگ اعیان یک باب خانه به شماره ۱۹۶۱ فرعی از ۱ اصلی واقع در کرند بخش ۵ به علت اسباب‌کشی مفقود گردیده است. لذا در اجرای تبصره ذیل ماده ۱۲۰ آئین‌نامه قانون ثبت مراتب یک بار در جراید کثیرالانتشار منتشر تا چنانچه شخص یا اشخاصی نسبت به صدور سند المثنی اعتراضی دارند ظرف مدت ۱۰ روز از تاریخ انتشار این آگهی اعتراض خود را کتباً به اداره ثبت اسناد و املاک شهرستان دالاهو تسلیم نمایند، در غیر این صورت پس از طی تشریفات قانونی نسبت به صدور سند مالکیت المثنی اقدام خواهد شد. شماره ۲/۵۱۳/م/الف — [228, 461, 343, 540]
notice-separator — [464, 398, 608, 405]
notice-heading: آگهی موضوع ماده ۳ قانون و ماده ۱۳ آئین‌نامه قانون تعیین تکلیف وضعیت ثبتی و اراضی و ساختمان‌های فاقد سند رسمی — [468, 472, 603, 484]
page-number-group — [573, 27, 606, 39]
notice-date: تاریخ انتشار نوبت دوم: ۱۴۰۲/۱۱/۲۹ — [38, 498, 107, 503]
separator-line — [406, 219, 413, 220]
notice-dates — [118, 928, 217, 940]
notice-heading: مفقودی مدرک تحصیلی — [510, 292, 562, 298]
notice — [229, 91, 342, 122]
notice-body: متقاضی هاشم رودلازم به آدرس: تهران، میدان بهشت، بلوار ابریشم، خیابان احمدی، کوچه چهارم، پلاک ۲۴، واحد ۲ با تسلیم دو برگ استشهاد مصدق به شماره ۵۸۳۷۹۵ مورخ ۱۴۰۲/۱۰/۲۱ دفترخانه ۸۴ تهران بشرح وارده درخواست صدور سند المثنی نموده که ششدانگ یک قطعه آپارتمان وضعیت خاص طلق به پلاک ثبتی ۱۵۳۴۲ فرعی از ۸۶ اصلی، مفروز و مجزا شده از ۲۶۴ فرعی از اصلی مذکور، قطعه ۳ در طبقه ۳ و واقع در بخش ۱۲ ناحیه ۲ حوزه ثبت ملک شهرری استان تهران به مساحت ۸۱/۴۲ مترمربع ذیل صفحه ۲۵۸ دفتر ۱۶۲۷ بنام آقا/خانم حسینی ثبت و سند صادر و سپس مع‌الواسطه به نام متقاضی محمد شماره شناسنامه تولد ۱۳۲۲/۵/۱ صادره از تهران دارای شماره ملی ۶۹۲۲۶۰۲۱ با جزء سهم ۱۲ از کل سهم ۲۴ بعنوان مالک ششدانگ عرصه و اعیان با شماره مستند مالکیت ۱۳۹۵۸۷ تاریخ ۱۳۹۲/۱۰/۱۶ دفترخانه اسناد رسمی شماره ۸۴ شهر تهران استان تهران انتقال گردیده است. سپس به موجب سند رهنی شماره ۱۳۳۵۸۸ و شماره سیستمی ۱۳۹۲۸۵۱۲۶۲۳۱ مورخ ۱۳۹۲/۳/۱ دفترخانه اسناد رسمی شماره ۸۴ شهر تهران استان تهران که بنفع بانک سپه به مبلغ ۸۳٬۰۰۰٬۰۰۰ ریال به مدت ۱۰ سال ثبت شده است. به علت جابجایی منزل مفقود گردیده و تقاضای صدور المثنای سند مالکیت نموده است. لذا طبق ماده ۱۲۰ آئین‌نامه قانون ثبت مراتب در یک نوبت آگهی می‌شود تا هر کس نسبت به ملک مورد آگهی معامله‌ای کرده یا مدعی وجود سند مالکیت نزد خود می‌باشد ظرف ده روز پس از انتشار آگهی به این اداره مراجعه و اعتراض خود را ضمن ارائه اصل سند مالکیت یا سند معامله تسلیم نماید و اگر ظرف مهلت مقرر اعتراضی نرسد و یا در صورت اعتراض اصل سند مالکیت یا سند معامله ارائه نشود اداره ثبت المثنای سند مالکیت را طبق مقررات صادر و به متقاضی تسلیم خواهد کرد. — [468, 733, 603, 866]
separator-line — [171, 321, 178, 322]
separator-line — [526, 359, 533, 360]
notice-body: مدرک موقت فارغ‌التحصیلی اینجانب نرگس صالحی فرزند احمد به شماره شناسنامه ۹۴ و کد ملی ۰۵۱۹۸۷۶۵۴۳ صادره از اراک در مقطع کارشناسی حسابداری صادره از دانشگاه آزاد اسلامی واحد اراک مفقود گردیده است و فاقد اعتبار می‌باشد. لذا از یابنده تقاضا می‌شود اصل مدرک را به دانشگاه آزاد اسلامی واحد اراک به نشانی زیر ارسال نماید. اراک- میدان امام خمینی(ره)- شهرک دانشگاهی دانشگاه آزاد اسلامی اراک- صندوق پستی ۵۶۷/۳۸۱۳۵ اداره فارغ‌التحصیلان — [346, 231, 460, 279]
notice-dates — [12, 183, 107, 189]
notice-signature: جعفر نظری، رئیس ثبت اسناد و املاک سرپل ذهاب — [18, 657, 107, 669]
separator-line — [275, 273, 282, 274]
notice-date: تاریخ انتشار نوبت دوم: ۱۴۰۲/۱۱/۲۳ — [359, 111, 405, 122]
separator-line — [49, 522, 56, 523]
separator-line — [539, 287, 546, 288]
notice-heading: آگهی فقدان سند مالکیت — [376, 466, 430, 473]
notice — [12, 315, 107, 353]
column-divider — [226, 48, 227, 950]
notice-heading: آگهی موضوع ماده ۳ قانون و ماده ۱۳ آئین‌نامه قانون تعیین تکلیف وضعیت ثبتی و اراضی و ساختمان‌های فاقد سند رسمی — [238, 731, 333, 750]
notice — [229, 133, 342, 269]
separator-line — [49, 674, 56, 675]
notice-date: تاریخ انتشار نوبت سوم: ۱۴۰۲/۱۲/۲۹ — [537, 456, 608, 461]
notice-city-stamp: بهبهان — [12, 252, 27, 258]
separator-dot — [285, 407, 287, 409]
